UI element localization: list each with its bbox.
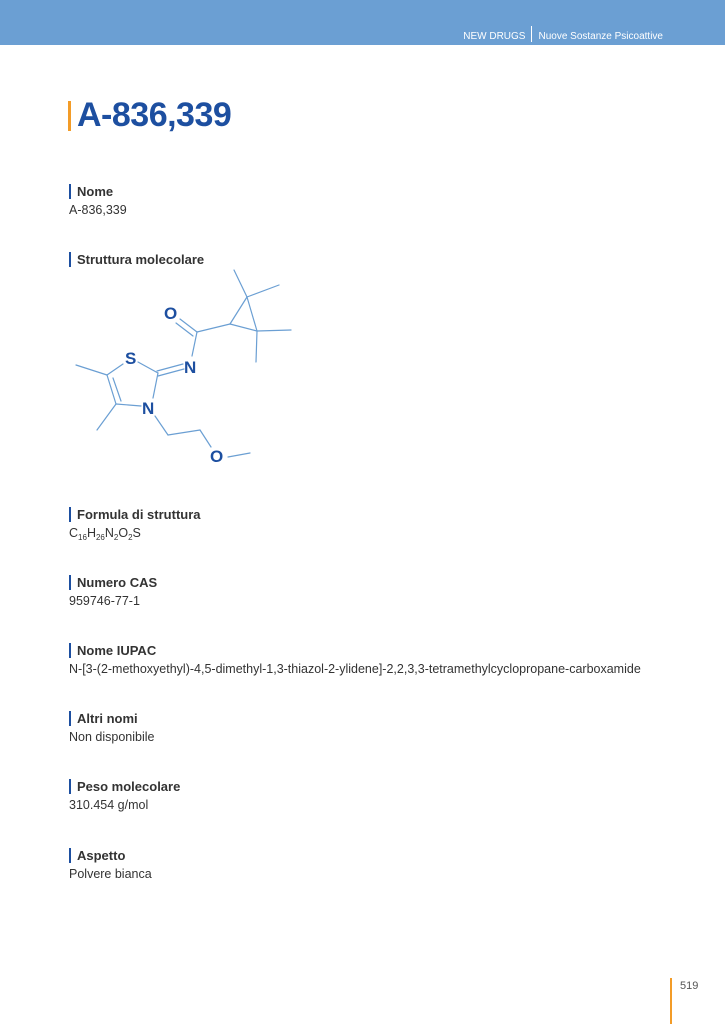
title-accent-bar — [68, 101, 71, 131]
bond — [180, 319, 197, 332]
section-value: Polvere bianca — [69, 867, 152, 881]
atom-nitrogen-ring: N — [142, 399, 155, 418]
section-value: A-836,339 — [69, 203, 127, 217]
bond — [247, 297, 257, 331]
bond — [153, 373, 158, 398]
bond — [168, 430, 200, 435]
section-label: Formula di struttura — [77, 506, 201, 522]
section-altri-nomi — [69, 710, 154, 745]
section-formula — [69, 506, 201, 541]
section-marker — [69, 575, 71, 590]
section-label: Aspetto — [77, 847, 126, 863]
section-aspetto — [69, 847, 152, 882]
section-marker — [69, 507, 71, 522]
section-iupac — [69, 642, 641, 677]
section-marker — [69, 848, 71, 863]
bond — [107, 375, 116, 404]
section-value: 310.454 g/mol — [69, 798, 149, 812]
footer-accent-bar — [670, 978, 672, 1024]
atom-nitrogen-imine: N — [184, 358, 197, 377]
bond — [97, 404, 116, 430]
section-label: Struttura molecolare — [77, 251, 205, 267]
bond — [234, 270, 247, 297]
page-title-block — [68, 96, 231, 135]
atom-sulfur: S — [125, 349, 137, 368]
section-label: Altri nomi — [77, 710, 138, 726]
section-peso — [69, 778, 180, 813]
molecular-formula: $C_{16}H_{26}N_2O_2S$ — [69, 526, 141, 542]
section-value: N-[3-(2-methoxyethyl)-4,5-dimethyl-1,3-thiazol-2-ylidene]-2,2,3,3-tetramethylcyclopropane-carboxamide — [69, 662, 641, 676]
bond — [247, 285, 279, 297]
header-bar — [0, 0, 725, 45]
header-labels — [463, 28, 663, 44]
bond — [256, 331, 257, 362]
atom-oxygen-ether: O — [210, 447, 224, 466]
bond — [138, 362, 158, 373]
bond — [228, 453, 250, 457]
page-number: 519 — [680, 980, 699, 992]
section-nome — [69, 183, 127, 218]
molecular-structure — [60, 264, 320, 474]
section-marker — [69, 184, 71, 199]
bond — [197, 324, 230, 332]
section-marker — [69, 779, 71, 794]
bond — [230, 324, 257, 331]
section-marker — [69, 711, 71, 726]
section-value: Non disponibile — [69, 730, 155, 744]
atom-oxygen-carbonyl: O — [164, 304, 178, 323]
section-marker — [69, 643, 71, 658]
header-section-label: NEW DRUGS — [463, 30, 526, 42]
section-label: Numero CAS — [77, 574, 158, 590]
section-cas — [69, 574, 157, 609]
bond — [230, 297, 247, 324]
section-label: Peso molecolare — [77, 778, 181, 794]
page-title: A-836,339 — [77, 96, 232, 134]
bond — [76, 365, 107, 375]
section-label: Nome IUPAC — [77, 642, 157, 658]
bond — [176, 323, 193, 336]
section-value: 959746-77-1 — [69, 594, 140, 608]
header-separator — [531, 26, 532, 42]
bond — [257, 330, 291, 331]
section-label: Nome — [77, 183, 114, 199]
bond — [116, 404, 141, 406]
bond — [107, 364, 123, 375]
bond — [155, 416, 168, 435]
bond — [200, 430, 211, 447]
header-publication-label: Nuove Sostanze Psicoattive — [538, 30, 663, 42]
